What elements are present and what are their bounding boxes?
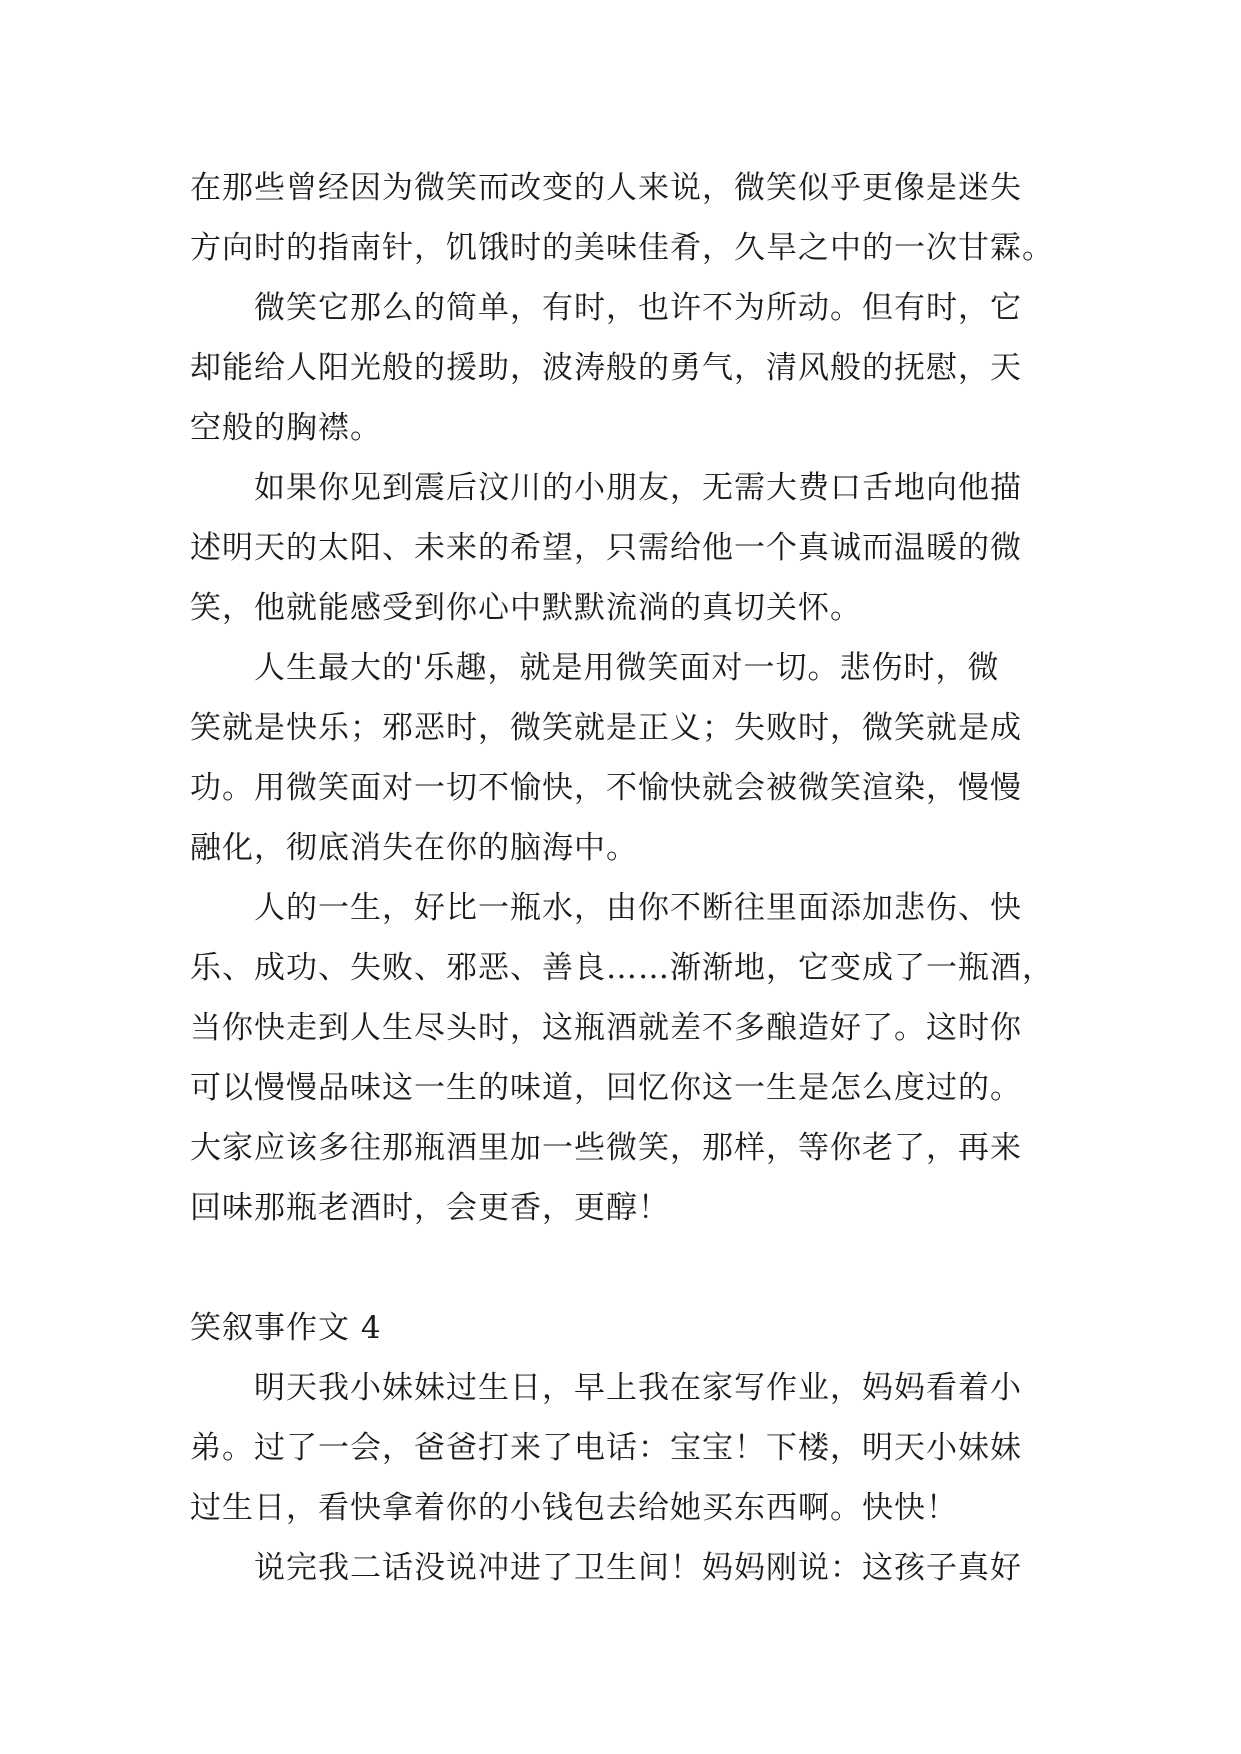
text-line: 当你快走到人生尽头时，这瓶酒就差不多酿造好了。这时你 (190, 1010, 1022, 1046)
text-line: 融化，彻底消失在你的脑海中。 (190, 830, 638, 866)
text-line: 笑，他就能感受到你心中默默流淌的真切关怀。 (190, 590, 862, 626)
text-line: 在那些曾经因为微笑而改变的人来说，微笑似乎更像是迷失 (190, 170, 1022, 206)
text-line: 却能给人阳光般的援助，波涛般的勇气，清风般的抚慰，天 (190, 350, 1022, 386)
paragraph-3 (190, 458, 1050, 638)
paragraph-5 (190, 878, 1054, 1238)
text-line: 说完我二话没说冲进了卫生间！妈妈刚说：这孩子真好 (254, 1550, 1022, 1586)
section-heading (190, 1298, 1050, 1358)
text-line: 笑就是快乐；邪恶时，微笑就是正义；失败时，微笑就是成 (190, 710, 1022, 746)
text-line: 方向时的指南针，饥饿时的美味佳肴，久旱之中的一次甘霖。 (190, 230, 1054, 266)
text-line: 可以慢慢品味这一生的味道，回忆你这一生是怎么度过的。 (190, 1070, 1022, 1106)
text-line: 回味那瓶老酒时，会更香，更醇！ (190, 1190, 670, 1226)
paragraph-7 (190, 1538, 1050, 1598)
text-line: 弟。过了一会，爸爸打来了电话：宝宝！下楼，明天小妹妹 (190, 1430, 1022, 1466)
paragraph-6 (190, 1358, 1050, 1538)
text-line: 乐、成功、失败、邪恶、善良……渐渐地，它变成了一瓶酒， (190, 950, 1054, 986)
text-line: 功。用微笑面对一切不愉快，不愉快就会被微笑渲染，慢慢 (190, 770, 1022, 806)
text-line: 人生最大的'乐趣，就是用微笑面对一切。悲伤时，微 (254, 650, 1000, 686)
blank-line (190, 1238, 1050, 1298)
paragraph-4 (190, 638, 1050, 878)
document-body (190, 158, 1054, 1598)
heading-text: 笑叙事作文 4 (190, 1310, 382, 1346)
text-line: 大家应该多往那瓶酒里加一些微笑，那样，等你老了，再来 (190, 1130, 1022, 1166)
paragraph-1 (190, 158, 1054, 278)
text-line: 述明天的太阳、未来的希望，只需给他一个真诚而温暖的微 (190, 530, 1022, 566)
paragraph-2 (190, 278, 1050, 458)
text-line: 明天我小妹妹过生日，早上我在家写作业，妈妈看着小 (254, 1370, 1022, 1406)
text-line: 如果你见到震后汶川的小朋友，无需大费口舌地向他描 (254, 470, 1022, 506)
text-line: 人的一生，好比一瓶水，由你不断往里面添加悲伤、快 (254, 890, 1022, 926)
text-line: 过生日，看快拿着你的小钱包去给她买东西啊。快快！ (190, 1490, 958, 1526)
text-line: 微笑它那么的简单，有时，也许不为所动。但有时，它 (254, 290, 1022, 326)
text-line: 空般的胸襟。 (190, 410, 382, 446)
